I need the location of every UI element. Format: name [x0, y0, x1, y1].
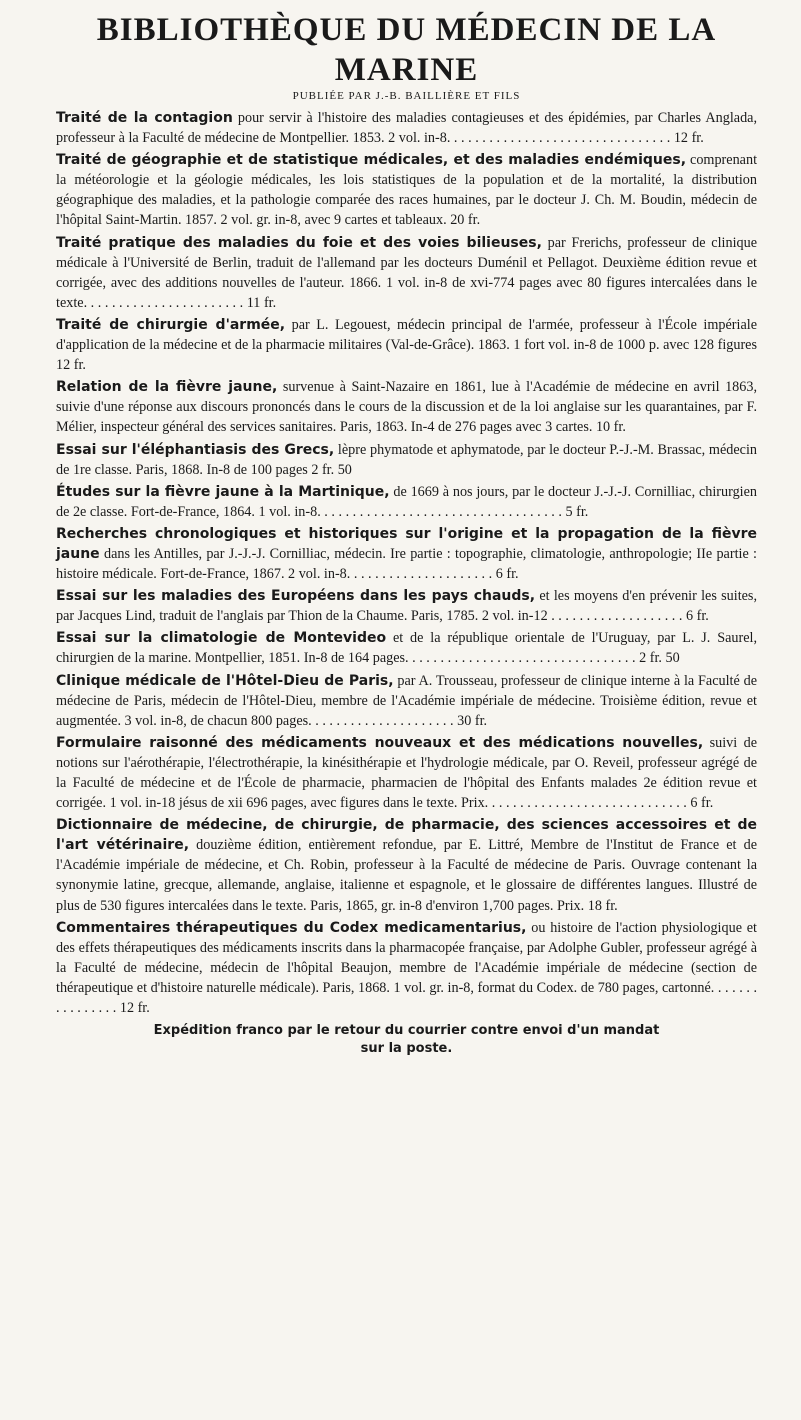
entry-price: 6 fr. [495, 566, 519, 583]
entry-title: Essai sur les maladies des Européens dans les pays chauds, [56, 588, 536, 605]
entry-description: et de la république orientale de l'Uruguay, par L. J. Saurel, chirurgien de la marine. Montpellier, 1851. In-8 de 164 pages. . . . . . . . . . . . . . . . . . . . . . . . . . . . . . . . . [56, 630, 757, 667]
entry-title: Recherches chronologiques et historiques sur l'origine et la propagation de la fièvre jaune [56, 525, 757, 562]
shipping-notice-line: sur la poste. [360, 1041, 453, 1057]
entry-description: de 1669 à nos jours, par le docteur J.-J.-J. Cornilliac, chirurgien de 2e classe. Fort-de-France, 1864. 1 vol. in-8. . . . . . . . . . . . . . . . . . . . . . . . . . . . . . . . . . . [56, 483, 757, 520]
catalogue-entry [56, 815, 757, 915]
entry-price: 12 fr. [673, 130, 704, 147]
catalogue-entry [56, 586, 757, 626]
entry-title: Traité de chirurgie d'armée, [56, 316, 286, 333]
catalogue-entry [56, 315, 757, 375]
entry-price: 5 fr. [565, 503, 589, 520]
entry-description: comprenant la météorologie et la géologie médicales, les lois statistiques de la population et de la mortalité, la distribution géographique des maladies, et la pathologie comparée des races humaines, par le docteur J. Ch. M. Boudin, médecin de l'hôpital Saint-Martin. 1857. 2 vol. gr. in-8, avec 9 cartes et tableaux. [56, 152, 758, 229]
catalogue-entry [56, 671, 757, 731]
entry-description: douzième édition, entièrement refondue, par E. Littré, Membre de l'Institut de France et de l'Académie impériale de médecine, et Ch. Robin, professeur à la Faculté de médecine de Paris. Ouvrage contenant la synonymie latine, grecque, allemande, anglaise, italienne et espagnole, et le glossaire de différentes langues. Illustré de plus de 530 figures intercalées dans le texte. Paris, 1865, gr. in-8 d'environ 1,700 pages. Prix. [56, 837, 757, 914]
entry-price: 12 fr. [56, 357, 86, 374]
catalogue-entries [56, 108, 757, 1018]
entry-title: Traité de géographie et de statistique médicales, et des maladies endémiques, [56, 152, 687, 169]
catalogue-entry [56, 918, 757, 1018]
entry-description: lèpre phymatode et aphymatode, par le docteur P.-J.-M. Brassac, médecin de 1re classe. Paris, 1868. In-8 de 100 pages [56, 441, 757, 478]
entry-description: et les moyens d'en prévenir les suites, par Jacques Lind, traduit de l'anglais par Thion de la Chaume. Paris, 1785. 2 vol. in-12 . . . . . . . . . . . . . . . . . . . [56, 588, 758, 625]
entry-title: Formulaire raisonné des médicaments nouveaux et des médications nouvelles, [56, 734, 704, 751]
entry-title: Relation de la fièvre jaune, [56, 379, 278, 396]
shipping-notice [56, 1022, 757, 1058]
entry-description: par Frerichs, professeur de clinique médicale à l'Université de Berlin, traduit de l'allemand par les docteurs Duménil et Pellagot. Deuxième édition revue et corrigée, avec des additions nouvelles de l'auteur. 1866. 1 vol. in-8 de xvi-774 pages avec 80 figures intercalées dans le texte. . . . . . . . . . . . . . . . . . . . . . . [56, 234, 757, 311]
entry-description: par L. Legouest, médecin principal de l'armée, professeur à l'École impériale d'application de la médecine et de la pharmacie militaires (Val-de-Grâce). 1863. 1 fort vol. in-8 de 1000 p. avec 128 figures [56, 316, 757, 354]
entry-price: 2 fr. 50 [311, 461, 352, 478]
entry-description: dans les Antilles, par J.-J.-J. Cornilliac, médecin. Ire partie : topographie, climatologie, anthropologie; IIe partie : histoire médicale. Fort-de-France, 1867. 2 vol. in-8. . . . . . . . . . . . . . . . . . . . . [56, 545, 757, 583]
entry-description: pour servir à l'histoire des maladies contagieuses et des épidémies, par Charles Anglada, professeur à la Faculté de médecine de Montpellier. 1853. 2 vol. in-8. . . . . . . . . . . . . . . . . . . . . . . . . . . . . . . . [56, 110, 758, 147]
catalogue-entry [56, 150, 757, 230]
entry-price: 12 fr. [119, 1000, 150, 1017]
catalogue-entry [56, 628, 757, 668]
entry-price: 18 fr. [587, 897, 618, 914]
entry-price: 11 fr. [246, 294, 277, 311]
entry-title: Essai sur l'éléphantiasis des Grecs, [56, 441, 335, 458]
entry-description: suivi de notions sur l'aérothérapie, l'électrothérapie, la kinésithérapie et l'hydrologie médicale, par O. Reveil, professeur agrégé de la Faculté de médecine et de l'École de pharmacie, pharmacien de l'hôpital des Enfants malades 2e édition revue et corrigée. 1 vol. in-18 jésus de xii 696 pages, avec figures dans le texte. Prix. . . . . . . . . . . . . . . . . . . . . . . . . . . . . [56, 734, 757, 812]
entry-description: ou histoire de l'action physiologique et des effets thérapeutiques des médicaments inscrits dans la pharmacopée française, par Adolphe Gubler, professeur agrégé à la Faculté de médecine, médecin de l'hôpital Beaujon, membre de l'Académie impériale de médecine (section de thérapeutique et d'histoire naturelle médicale). Paris, 1868. 1 vol. gr. in-8, format du Codex. de 780 pages, cartonné. . . . . . . . . . . . . . . . [56, 919, 757, 1017]
entry-title: Traité pratique des maladies du foie et des voies bilieuses, [56, 234, 542, 251]
entry-price: 6 fr. [686, 608, 709, 625]
entry-price: 30 fr. [457, 712, 488, 729]
entry-price: 20 fr. [450, 212, 481, 229]
page-title: BIBLIOTHÈQUE DU MÉDECIN DE LA MARINE [96, 12, 717, 88]
catalogue-entry [56, 440, 757, 480]
entry-price: 2 fr. 50 [639, 650, 680, 667]
entry-price: 10 fr. [595, 419, 626, 436]
entry-title: Essai sur la climatologie de Montevideo [56, 630, 387, 647]
entry-description: par A. Trousseau, professeur de clinique interne à la Faculté de médecine de Paris, médecin de l'Hôtel-Dieu, membre de l'Académie impériale de médecine. Troisième édition, revue et augmentée. 3 vol. in-8, de chacun 800 pages. . . . . . . . . . . . . . . . . . . . . [56, 672, 757, 729]
catalogue-entry [56, 482, 757, 522]
entry-title: Études sur la fièvre jaune à la Martinique, [56, 483, 390, 500]
entry-title: Clinique médicale de l'Hôtel-Dieu de Paris, [56, 672, 394, 689]
catalogue-entry [56, 233, 757, 313]
entry-price: 6 fr. [690, 795, 714, 812]
entry-title: Dictionnaire de médecine, de chirurgie, de pharmacie, des sciences accessoires et de l'art vétérinaire, [56, 817, 757, 854]
catalogue-entry [56, 733, 757, 813]
catalogue-entry [56, 524, 757, 584]
entry-title: Commentaires thérapeutiques du Codex medicamentarius, [56, 919, 527, 936]
entry-title: Traité de la contagion [56, 110, 233, 126]
publisher-line: PUBLIÉE PAR J.-B. BAILLIÈRE ET FILS [292, 90, 521, 102]
catalogue-entry [56, 108, 757, 148]
shipping-notice-line: Expédition franco par le retour du courrier contre envoi d'un mandat [153, 1023, 660, 1039]
entry-description: survenue à Saint-Nazaire en 1861, lue à l'Académie de médecine en avril 1863, suivie d'une réponse aux discours prononcés dans le cours de la discussion et de la loi anglaise sur les quarantaines, par F. Mélier, inspecteur général des services sanitaires. Paris, 1863. In-4 de 276 pages avec 3 cartes. [56, 379, 757, 436]
catalogue-entry [56, 377, 757, 437]
